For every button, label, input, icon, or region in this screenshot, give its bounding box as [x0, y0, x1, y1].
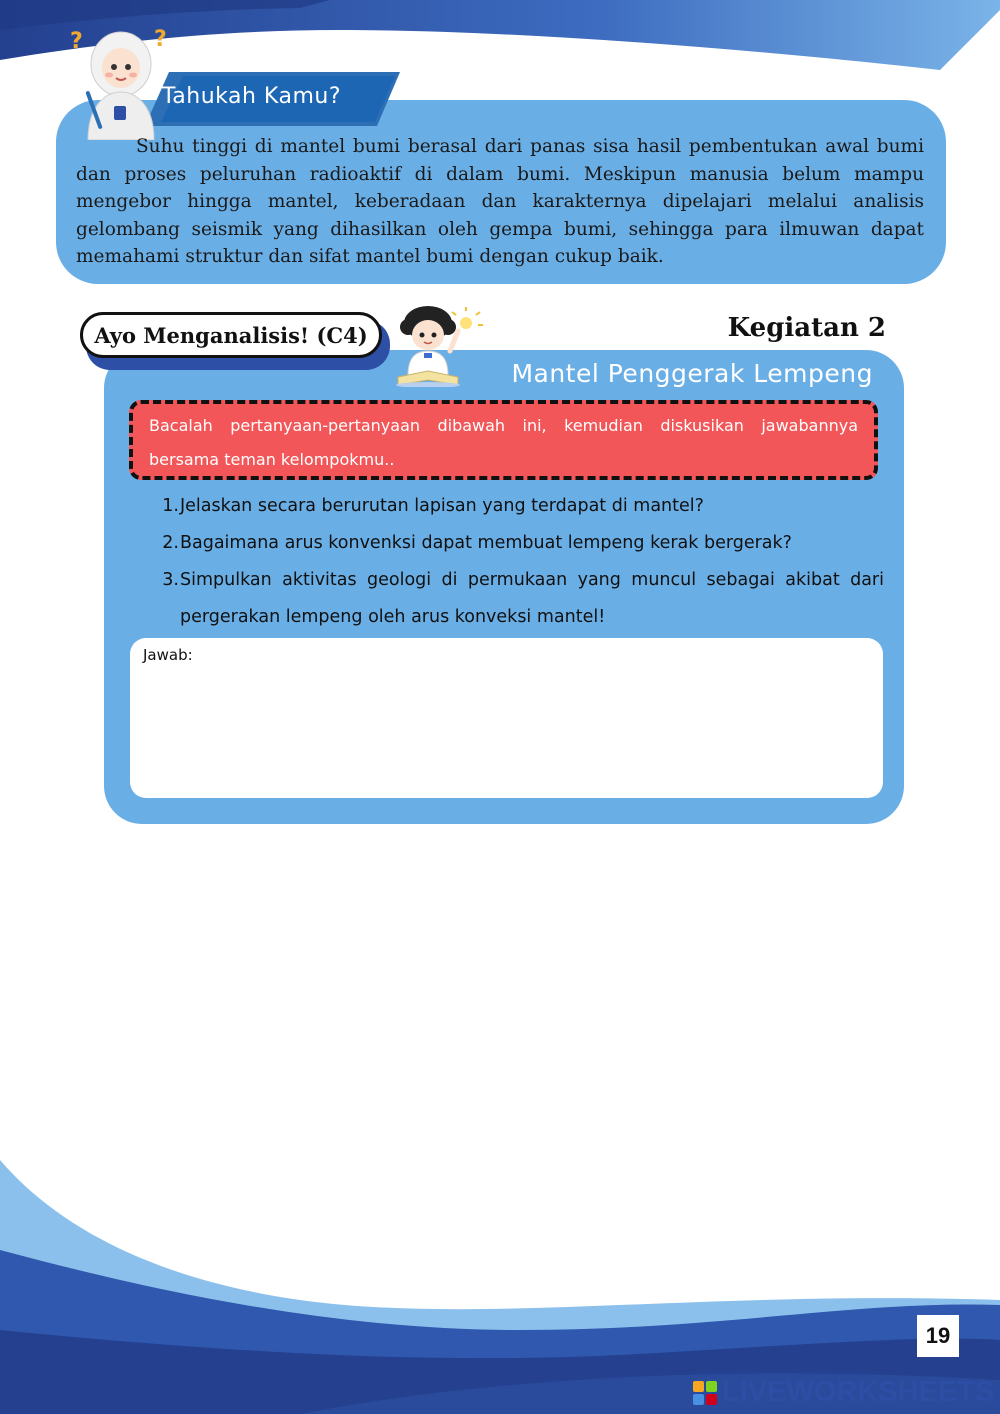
question-item: [158, 525, 884, 562]
watermark-text: LIVEWORKSHEETS: [722, 1376, 995, 1408]
instruction-box: [129, 400, 878, 480]
info-title: Tahukah Kamu?: [162, 84, 342, 109]
question-item: [158, 488, 884, 525]
question-number: 2.: [162, 533, 179, 553]
answer-input[interactable]: [130, 638, 883, 798]
question-text: Bagaimana arus konvenksi dapat membuat lempeng kerak bergerak?: [180, 533, 792, 553]
answer-label: Jawab:: [143, 646, 193, 664]
liveworksheets-logo-icon: [692, 1380, 718, 1406]
question-item: [158, 562, 884, 636]
hijab-girl-thinking-icon: [66, 20, 176, 140]
activity-badge: Ayo Menganalisis! (C4): [80, 312, 382, 358]
question-number: 1.: [162, 496, 179, 516]
instruction-text: Bacalah pertanyaan-pertanyaan dibawah ini, kemudian diskusikan jawabannya bersama teman kelompokmu..: [149, 416, 858, 469]
question-number: 3.: [162, 570, 179, 590]
question-text: Jelaskan secara berurutan lapisan yang terdapat di mantel?: [180, 496, 704, 516]
girl-reading-lightbulb-icon: [394, 305, 486, 387]
svg-text:?: ?: [70, 29, 83, 54]
bottom-wave-decoration: [0, 1140, 1000, 1414]
activity-title: Mantel Penggerak Lempeng: [511, 359, 873, 388]
question-text: Simpulkan aktivitas geologi di permukaan yang muncul sebagai akibat dari pergerakan lempeng oleh arus konveksi mantel!: [180, 570, 884, 627]
page-number: 19: [917, 1315, 959, 1357]
svg-text:?: ?: [154, 27, 167, 52]
info-text: Suhu tinggi di mantel bumi berasal dari panas sisa hasil pembentukan awal bumi dan proses peluruhan radioaktif di dalam bumi. Meskipun manusia belum mampu mengebor hingga mantel, keberadaan dan karakternya dipelajari melalui analisis gelombang seismik yang dihasilkan oleh gempa bumi, sehingga para ilmuwan dapat memahami struktur dan sifat mantel bumi dengan cukup baik.: [76, 136, 924, 267]
activity-label: Kegiatan 2: [727, 313, 886, 343]
question-list: [158, 488, 884, 636]
watermark: [692, 1376, 994, 1409]
